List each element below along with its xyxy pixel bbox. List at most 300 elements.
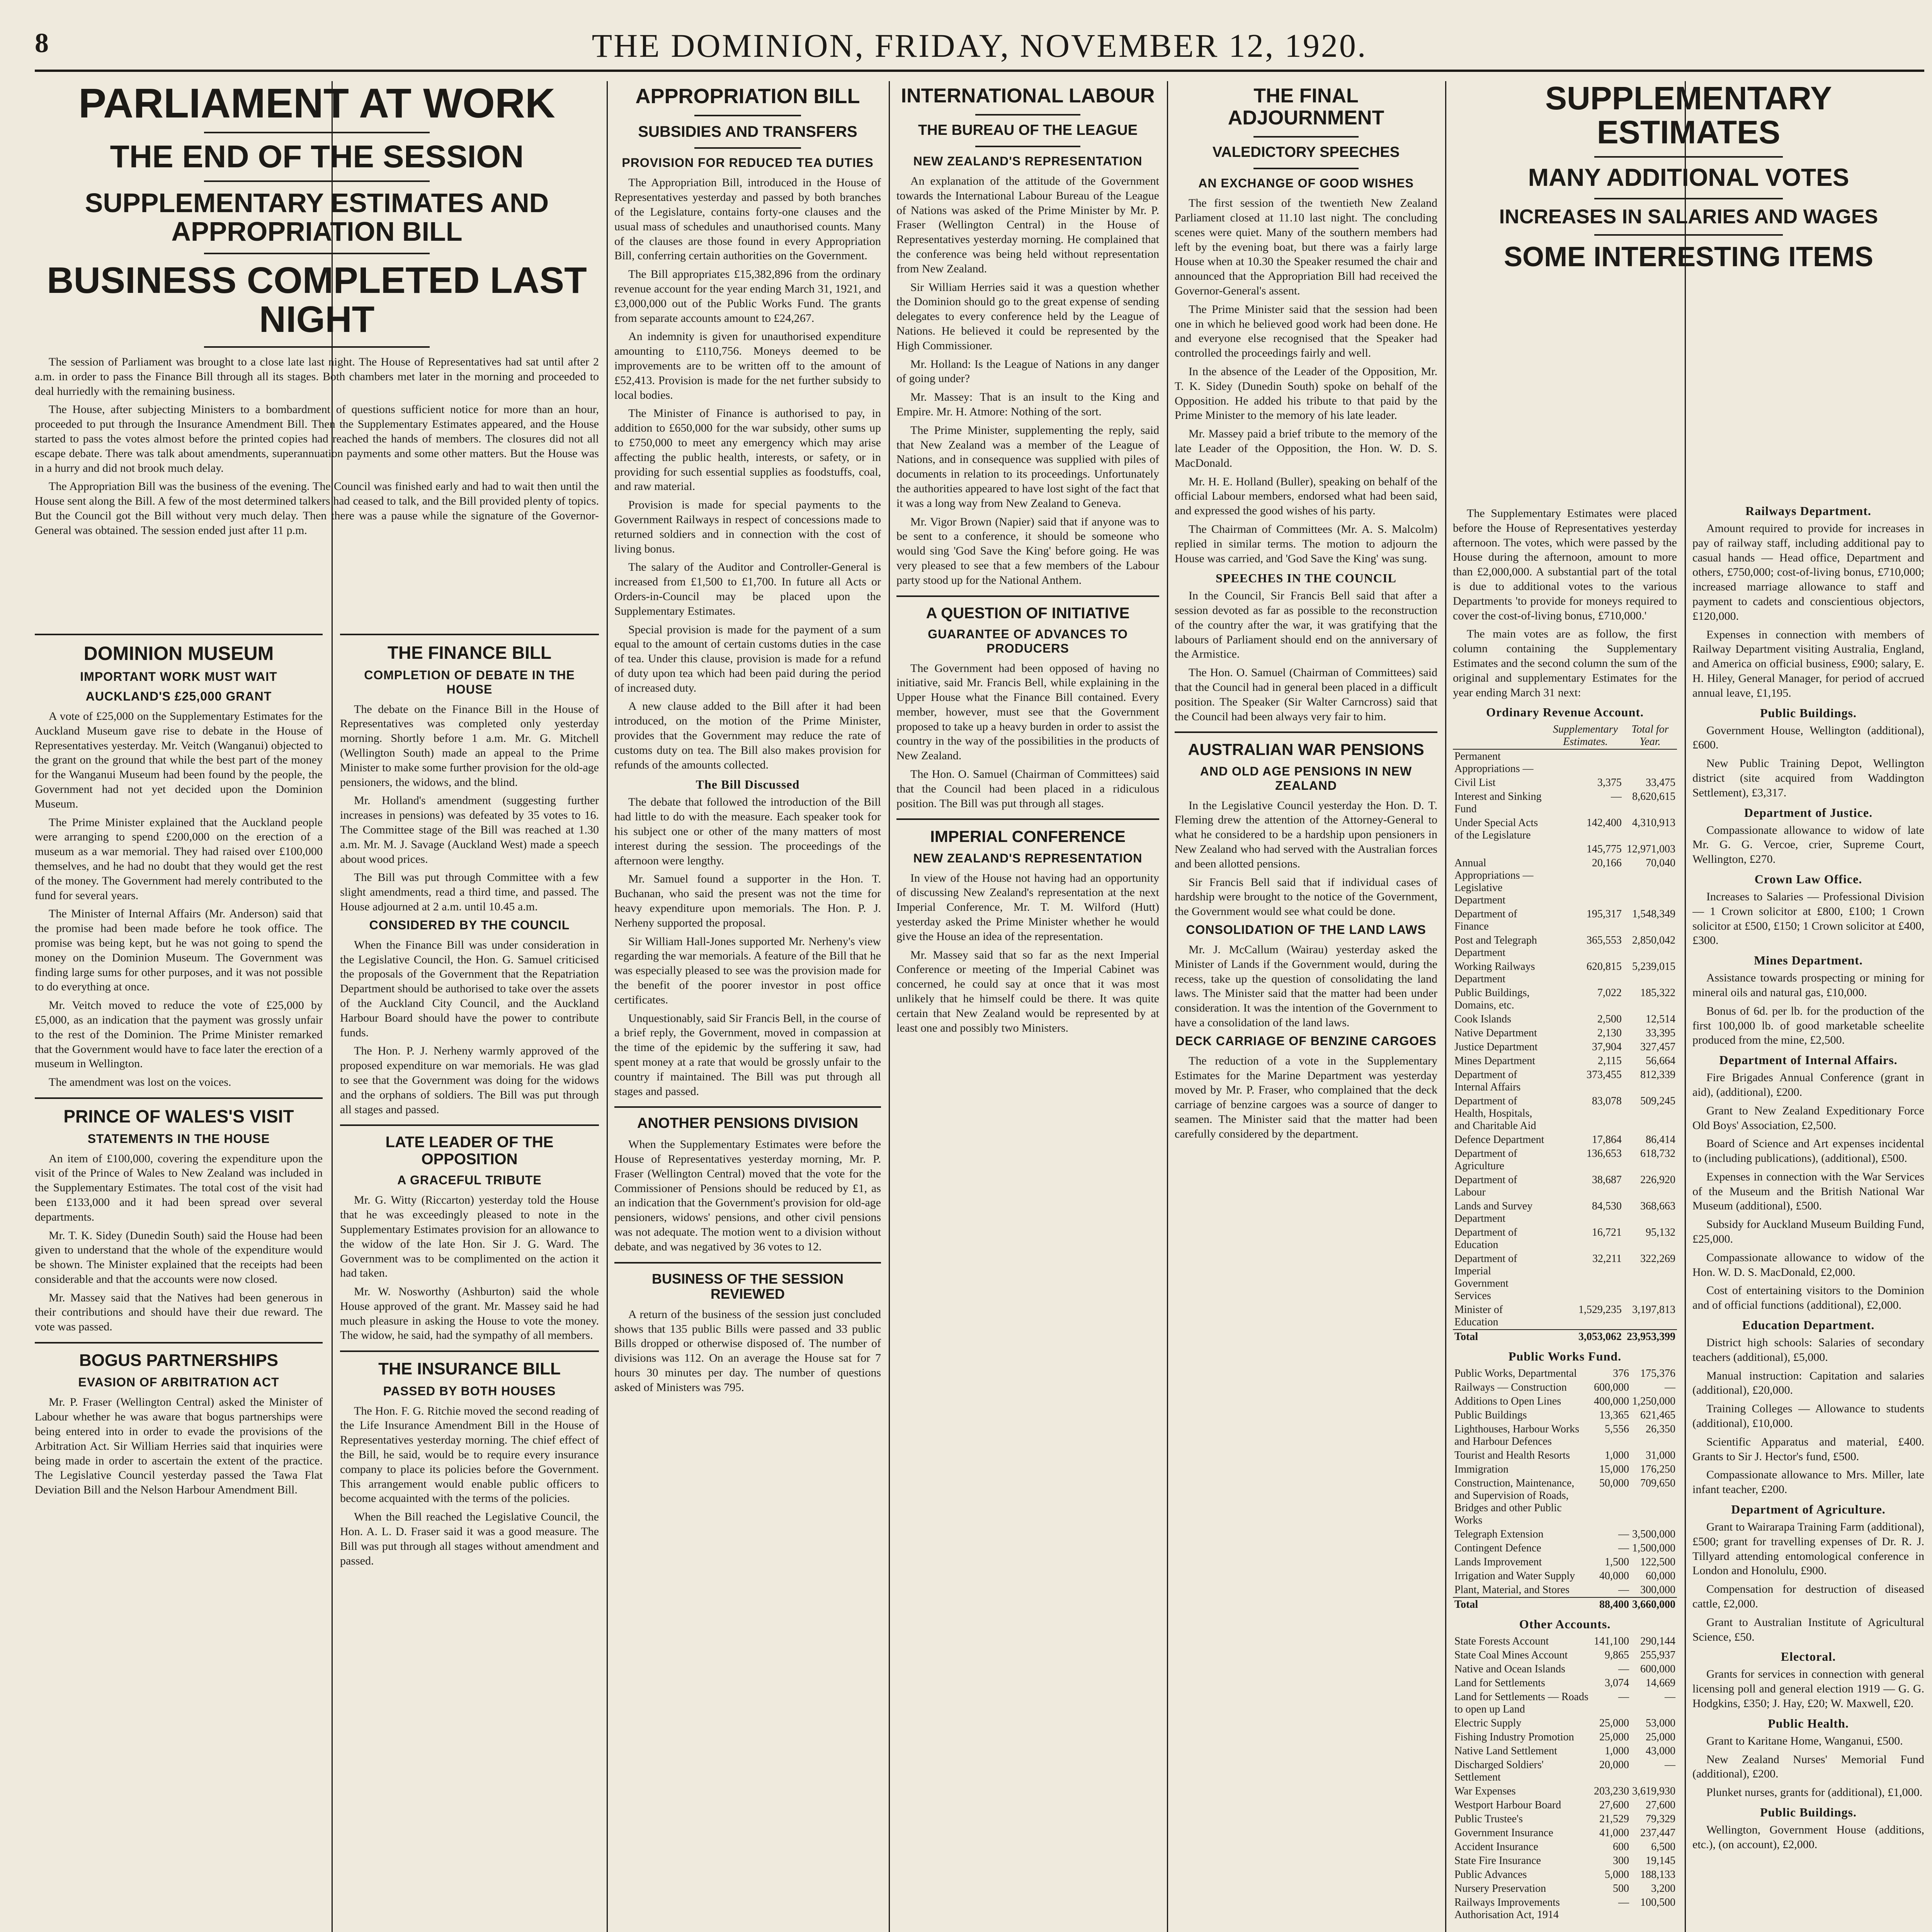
leader-subheading: A GRACEFUL TRIBUTE <box>397 1173 542 1187</box>
table-cell: 1,548,349 <box>1632 908 1675 920</box>
finance-paragraph: The Hon. P. J. Nerheny warmly approved of the proposed expenditure on war memorials. He was glad to see that the Government was doing for the widows and the orphans of soldiers. The Bill was put through all stages and passed. <box>340 1044 599 1116</box>
divider <box>35 1097 323 1099</box>
table-cell: 5,000 <box>1605 1869 1629 1881</box>
divider <box>614 1262 881 1264</box>
internal-affairs-paragraph: Board of Science and Art expenses incidental to (including publications), (additional), £500. <box>1692 1137 1924 1165</box>
table-cell: 255,937 <box>1640 1649 1675 1662</box>
table-cell: Department of Finance <box>1454 908 1517 933</box>
table-cell: 100,500 <box>1640 1896 1675 1909</box>
appropriation-paragraph: The debate that followed the introduction of the Bill had little to do with the measure. Each speaker took for his subject one or other of the many matters of most interest during the session. The proceedings of the afternoon were lengthy. <box>614 796 881 867</box>
table-cell: 2,500 <box>1597 1013 1622 1026</box>
museum-paragraph: The Minister of Internal Affairs (Mr. Anderson) said that the promise had been made before he took office. The promise was being kept, but he was not going to spend the money on the Dominion Museum. The Government was finding large sums for other purposes, and it was not possible to do everything at once. <box>35 907 323 993</box>
table-cell: 620,815 <box>1586 961 1622 973</box>
appropriation-paragraph: Special provision is made for the payment of a sum equal to the amount of certain customs duties in the case of tea. Under this clause, provision is made for a refund of duty upon tea which had been paid during the period of increased duty. <box>614 623 881 694</box>
table-row <box>1453 1868 1677 1882</box>
australian-paragraph: In the Legislative Council yesterday the Hon. D. T. Fleming drew the attention of the Attorney-General to what he considered to be a hardship upon pensioners in New Zealand who had served with the Australian forces and been allotted pensions. <box>1175 799 1437 870</box>
education-paragraph: District high schools: Salaries of secondary teachers (additional), £5,000. <box>1692 1336 1924 1364</box>
divider <box>340 1124 599 1126</box>
column-rule <box>1445 81 1446 1932</box>
table-cell: Public Buildings <box>1454 1409 1527 1422</box>
table-row <box>1453 1798 1677 1812</box>
wales-paragraph: Mr. Massey said that the Natives had been generous in their contributions and should have their due reward. The vote was passed. <box>35 1291 323 1333</box>
table-cell: Permanent Appropriations — <box>1454 750 1534 775</box>
table-cell: — <box>1618 1542 1629 1554</box>
leader-paragraph: Mr. W. Nosworthy (Ashburton) said the whole House approved of the grant. Mr. Massey said he had much pleasure in asking the House to vote the money. The widow, he said, had the sympathy of all members. <box>340 1285 599 1342</box>
column-2 <box>340 626 599 1932</box>
bogus-subheading: EVASION OF ARBITRATION ACT <box>78 1375 279 1389</box>
railways-heading: Railways Department. <box>1745 504 1871 518</box>
australian-subheading: AND OLD AGE PENSIONS IN NEW ZEALAND <box>1200 764 1412 793</box>
table-cell: Native Land Settlement <box>1454 1745 1557 1757</box>
divider <box>614 1106 881 1108</box>
table-cell: 2,130 <box>1597 1027 1622 1039</box>
table-cell: 25,000 <box>1599 1717 1629 1730</box>
supplementary-deck-1: MANY ADDITIONAL VOTES <box>1528 163 1849 192</box>
table-header-row <box>1453 723 1677 749</box>
appropriation-paragraph: Mr. Samuel found a supporter in the Hon. T. Buchanan, who said the present was not the time for heavy expenditure upon memorials. The Hon. P. J. Nerheny supported the proposal. <box>614 872 881 929</box>
finance-paragraph: When the Finance Bill was under consideration in the Legislative Council, the Hon. G. Samuel criticised the proposals of the Government that the Repatriation Department should be authorised to take over the assets of the Auckland City Council, and the Auckland Harbour Board should have the power to contribute funds. <box>340 938 599 1039</box>
table-row <box>1453 1555 1677 1569</box>
table-header-cell <box>1453 723 1548 749</box>
works-heading: Public Works Fund. <box>1508 1349 1622 1364</box>
table-header-cell: Total for Year. <box>1623 723 1677 749</box>
adjournment-paragraph: In the Council, Sir Francis Bell said that after a session devoted as far as possible to the reconstruction of the country after the war, it was gratifying that the labours of Parliament should end on the anniversary of the Armistice. <box>1175 589 1437 661</box>
divider <box>975 114 1080 116</box>
table-cell: Immigration <box>1454 1463 1509 1476</box>
table-cell: 38,687 <box>1592 1174 1622 1186</box>
table-row <box>1453 1840 1677 1854</box>
table-cell: 3,074 <box>1605 1677 1629 1689</box>
appropriation-subheading-2: PROVISION FOR REDUCED TEA DUTIES <box>622 156 874 170</box>
table-cell: 709,650 <box>1640 1477 1675 1490</box>
table-cell: Native Department <box>1454 1027 1537 1039</box>
appropriation-paragraph: The Appropriation Bill, introduced in the House of Representatives yesterday and passed by both branches of the Legislature, contains forty-one clauses and the usual mass of schedules and unauthorised counts. Many of the clauses are those found in every Appropriation Bill, conferring certain authorities on the Government. <box>614 176 881 262</box>
table-row <box>1453 986 1677 1012</box>
table-cell: Tourist and Health Resorts <box>1454 1449 1570 1462</box>
agriculture-paragraph: Grant to Australian Institute of Agricultural Science, £50. <box>1692 1616 1924 1643</box>
parliament-paragraph: The session of Parliament was brought to a close late last night. The House of Representatives had sat until after 2 a.m. in order to pass the Finance Bill through all its stages. Both chambers met later in the morning and proceeded to deal hurriedly with the remaining business. <box>35 355 599 398</box>
table-row <box>1453 1634 1677 1648</box>
benzine-heading: DECK CARRIAGE OF BENZINE CARGOES <box>1175 1034 1437 1048</box>
mines-paragraph: Assistance towards prospecting or mining for mineral oils and natural gas, £10,000. <box>1692 971 1924 999</box>
another-division-paragraph: When the Supplementary Estimates were before the House of Representatives yesterday morning, Mr. P. Fraser (Wellington Central) moved that the vote for the Commissioner of Pensions should be reduced by £1, as an indication that the Government's provision for old-age pensioners, widows' pensions, and other civil pensions was not adequate. The motion went to a division without debate, and was negatived by 36 votes to 12. <box>614 1138 881 1253</box>
agriculture-paragraph: Grant to Wairarapa Training Farm (additional), £500; grant for travelling expenses of Dr. R. J. Tillyard attending entomological conference in London and Honolulu, £900. <box>1692 1520 1924 1577</box>
electoral-paragraph: Grants for services in connection with general licensing poll and general election 1919 — G. G. Hodgkins, £350; J. Hay, £20; W. Maxwell, £20. <box>1692 1668 1924 1710</box>
railways-paragraph: Expenses in connection with members of Railway Department visiting Australia, England, and America on official business, £900; salary, E. H. Hiley, General Manager, for period of accrued annual leave, £1,195. <box>1692 628 1924 699</box>
table-cell: Westport Harbour Board <box>1454 1799 1561 1811</box>
wales-heading: PRINCE OF WALES'S VISIT <box>63 1106 294 1126</box>
public-buildings-paragraph: Government House, Wellington (additional), £600. <box>1692 724 1924 752</box>
appropriation-paragraph: Sir William Hall-Jones supported Mr. Nerheny's view regarding the war memorials. A feature of the Bill that he was especially pleased to see was the provision made for the benefit of the poorer investor in post office certificates. <box>614 935 881 1006</box>
parliament-headline: PARLIAMENT AT WORK <box>78 81 555 126</box>
table-cell: 50,000 <box>1599 1477 1629 1490</box>
table-cell: Cook Islands <box>1454 1013 1511 1026</box>
museum-paragraph: The Prime Minister explained that the Auckland people were arranging to spend £200,000 on the erection of a museum as a war memorial. They had raised over £100,000 themselves, and he had no doubt that they would get the rest of the money. The Government had merely contributed to the fund for several years. <box>35 816 323 902</box>
works-table-body <box>1453 1367 1677 1597</box>
education-paragraph: Compassionate allowance to Mrs. Miller, late infant teacher, £200. <box>1692 1468 1924 1496</box>
headline-spacer <box>1692 81 1924 498</box>
internal-affairs-paragraph: Cost of entertaining visitors to the Dominion and of official functions (additional), £2,000. <box>1692 1284 1924 1312</box>
table-row <box>1453 1854 1677 1868</box>
labour-paragraph: Mr. Massey: That is an insult to the King and Empire. Mr. H. Atmore: Nothing of the sort. <box>896 391 1159 418</box>
imperial-paragraph: Mr. Massey said that so far as the next Imperial Conference or meeting of the Imperial Cabinet was concerned, he could say at once that it was most unlikely that he himself could be there. It was quite certain that New Zealand would be represented by at least one and possibly two Ministers. <box>896 948 1159 1034</box>
column-6 <box>1453 506 1677 1932</box>
table-cell: Total <box>1453 1330 1548 1344</box>
table-cell: 19,145 <box>1646 1855 1675 1867</box>
table-cell: 195,317 <box>1586 908 1622 920</box>
parliament-paragraph: The Appropriation Bill was the business of the evening. The Council was finished early and had to wait then until the House sent along the Bill. A few of the most determined talkers had ceased to talk, and the Bill provided plenty of topics. But the Council got the Bill without very much delay. Then there was a pause while the signature of the Governor-General was obtained. The session ended just after 11 p.m. <box>35 480 599 537</box>
table-cell: — <box>1618 1663 1629 1675</box>
table-row <box>1453 1476 1677 1527</box>
adjournment-paragraph: In the absence of the Leader of the Opposition, Mr. T. K. Sidey (Dunedin South) spoke on behalf of the Opposition. He added his tribute to that paid by the Prime Minister to the memory of his late leader. <box>1175 365 1437 422</box>
agriculture-paragraph: Compensation for destruction of diseased cattle, £2,000. <box>1692 1583 1924 1611</box>
table-cell: Construction, Maintenance, and Supervision of Roads, Bridges and other Public Works <box>1454 1477 1575 1527</box>
table-cell: 4,310,913 <box>1632 817 1675 829</box>
table-cell: 618,732 <box>1640 1148 1675 1160</box>
table-cell: 188,133 <box>1640 1869 1675 1881</box>
table-cell: Public Trustee's <box>1454 1813 1523 1825</box>
divider <box>1253 136 1359 138</box>
final-adjournment-subheading: VALEDICTORY SPEECHES <box>1212 144 1400 161</box>
supplementary-paragraph: The Supplementary Estimates were placed before the House of Representatives yesterday afternoon. The votes, which were passed by the House during the afternoon, amount to more than £2,000,000. A substantial part of the total is due to additional votes to the various Departments 'to provide for moneys required to cover the cost-of-living bonus, £710,000.' <box>1453 507 1677 622</box>
divider <box>35 634 323 635</box>
insurance-paragraph: When the Bill reached the Legislative Council, the Hon. A. L. D. Fraser said it was a good measure. The Bill was put through all stages without amendment and passed. <box>340 1510 599 1567</box>
divider <box>694 115 801 116</box>
table-cell: 32,211 <box>1592 1253 1622 1265</box>
table-cell: Public Buildings, Domains, etc. <box>1454 987 1530 1012</box>
divider <box>204 346 430 348</box>
supplementary-deck-2: INCREASES IN SALARIES AND WAGES <box>1499 205 1878 228</box>
table-row <box>1453 1730 1677 1744</box>
table-cell: 176,250 <box>1640 1463 1675 1476</box>
ordinary-table <box>1453 723 1677 1344</box>
finance-paragraph: The Bill was put through Committee with a few slight amendments, read a third time, and passed. The House adjourned at 2 a.m. until 10.45 a.m. <box>340 871 599 913</box>
divider <box>204 132 430 133</box>
table-row <box>1453 960 1677 986</box>
table-row <box>1453 1040 1677 1054</box>
table-cell: 136,653 <box>1586 1148 1622 1160</box>
table-cell: 600 <box>1613 1841 1629 1853</box>
table-cell: Justice Department <box>1454 1041 1538 1053</box>
parliament-headline-block <box>35 81 599 542</box>
column-rule <box>889 81 890 1932</box>
table-row <box>1453 842 1677 856</box>
labour-paragraph: Mr. Holland: Is the League of Nations in any danger of going under? <box>896 357 1159 385</box>
column-5 <box>1175 81 1437 1932</box>
table-row <box>1453 1226 1677 1252</box>
table-row <box>1453 934 1677 960</box>
table-cell: 13,365 <box>1599 1409 1629 1422</box>
table-cell: 400,000 <box>1594 1395 1629 1408</box>
table-cell: Department of Education <box>1454 1226 1517 1251</box>
ordinary-heading: Ordinary Revenue Account. <box>1486 705 1644 719</box>
table-cell: Native and Ocean Islands <box>1454 1663 1565 1675</box>
labour-paragraph: Sir William Herries said it was a question whether the Dominion should go to the great expense of sending delegates to every conference held by the League of Nations. He believed it could be represented by the High Commissioner. <box>896 281 1159 352</box>
table-row <box>1453 1395 1677 1408</box>
crown-law-paragraph: Increases to Salaries — Professional Division — 1 Crown solicitor at £800, £100; 1 Crown solicitor at £500, £150; 1 Crown solicitor at £400, £300. <box>1692 890 1924 947</box>
table-cell: 237,447 <box>1640 1827 1675 1839</box>
insurance-subheading: PASSED BY BOTH HOUSES <box>383 1384 556 1398</box>
table-cell: 33,395 <box>1646 1027 1675 1039</box>
table-cell: 1,500,000 <box>1632 1542 1675 1554</box>
table-cell: 812,339 <box>1640 1069 1675 1081</box>
table-row <box>1453 1303 1677 1330</box>
table-cell: — <box>1618 1896 1629 1909</box>
table-cell: — <box>1618 1528 1629 1541</box>
table-row <box>1453 1812 1677 1826</box>
table-cell: 70,040 <box>1646 857 1675 869</box>
bogus-paragraph: Mr. P. Fraser (Wellington Central) asked the Minister of Labour whether he was aware that bogus partnerships were being entered into in order to evade the provisions of the Arbitration Act. Sir William Herries said that inquiries were being made in order to ascertain the extent of the practice. The Legislative Council yesterday passed the Tawa Flat Deviation Bill and the Nelson Harbour Amendment Bill. <box>35 1396 323 1497</box>
table-cell: 21,529 <box>1599 1813 1629 1825</box>
table-cell: Under Special Acts of the Legislature <box>1454 817 1538 842</box>
ordinary-table-body <box>1453 749 1677 1330</box>
table-cell: 15,000 <box>1599 1463 1629 1476</box>
table-cell: 43,000 <box>1646 1745 1675 1757</box>
adjournment-paragraph: The first session of the twentieth New Zealand Parliament closed at 11.10 last night. The concluding scenes were quiet. Many of the southern members had left by the evening boat, but there was a fairly large House when at 10.30 the Speaker resumed the chair and announced that the Appropriation Bill had received the Governor-General's assent. <box>1175 197 1437 297</box>
table-cell: Minister of Education <box>1454 1304 1503 1328</box>
wales-paragraph: Mr. T. K. Sidey (Dunedin South) said the House had been given to understand that the whole of the expenditure would be shown. The Minister explained that the receipts had been considerable and that the accounts were now closed. <box>35 1229 323 1286</box>
masthead-title: THE DOMINION, FRIDAY, NOVEMBER 12, 1920. <box>592 27 1367 64</box>
table-cell: 20,166 <box>1592 857 1622 869</box>
table-cell: 5,239,015 <box>1632 961 1675 973</box>
wales-subheading: STATEMENTS IN THE HOUSE <box>87 1131 270 1146</box>
table-cell: Government Insurance <box>1454 1827 1553 1839</box>
table-cell: 1,529,235 <box>1578 1304 1622 1316</box>
table-cell: Lands and Survey Department <box>1454 1200 1533 1225</box>
mines-heading: Mines Department. <box>1754 953 1863 968</box>
table-cell: Telegraph Extension <box>1454 1528 1544 1541</box>
table-cell: Working Railways Department <box>1454 961 1535 985</box>
table-cell: Discharged Soldiers' Settlement <box>1454 1759 1544 1784</box>
table-cell: 25,000 <box>1599 1731 1629 1743</box>
table-cell: 83,078 <box>1592 1095 1622 1107</box>
table-cell: Additions to Open Lines <box>1454 1395 1561 1408</box>
table-cell: Interest and Sinking Fund <box>1454 791 1542 815</box>
internal-affairs-paragraph: Expenses in connection with the War Services of the Museum and the British National War Museum (additional), £500. <box>1692 1170 1924 1213</box>
table-cell: 373,455 <box>1586 1069 1622 1081</box>
table-cell: 12,514 <box>1646 1013 1675 1026</box>
initiative-paragraph: The Hon. O. Samuel (Chairman of Committees) said that the Council had been placed in a ridiculous position. The Bill was put through all stages. <box>896 768 1159 810</box>
table-cell: War Expenses <box>1454 1785 1516 1798</box>
divider <box>204 253 430 254</box>
table-row <box>1453 1648 1677 1662</box>
table-cell: Land for Settlements — Roads to open up Land <box>1454 1691 1588 1716</box>
finance-council-heading: CONSIDERED BY THE COUNCIL <box>369 918 570 932</box>
divider <box>340 634 599 635</box>
internal-affairs-paragraph: Fire Brigades Annual Conference (grant in aid), (additional), £200. <box>1692 1071 1924 1099</box>
table-cell: 3,375 <box>1597 777 1622 789</box>
supplementary-headline: SUPPLEMENTARY ESTIMATES <box>1545 81 1832 151</box>
table-row <box>1453 1569 1677 1583</box>
table-cell: 8,620,615 <box>1632 791 1675 803</box>
internal-affairs-paragraph: Subsidy for Auckland Museum Building Fund, £25,000. <box>1692 1218 1924 1246</box>
table-cell: Department of Internal Affairs <box>1454 1069 1521 1094</box>
table-cell: 41,000 <box>1599 1827 1629 1839</box>
table-row <box>1453 1826 1677 1840</box>
table-cell: 20,000 <box>1599 1759 1629 1771</box>
table-total-row <box>1453 1330 1677 1344</box>
table-cell: Plant, Material, and Stores <box>1454 1584 1570 1596</box>
table-cell: Public Works, Departmental <box>1454 1367 1577 1380</box>
education-heading: Education Department. <box>1742 1318 1875 1332</box>
table-cell: Railways Improvements Authorisation Act, 1914 <box>1454 1896 1560 1921</box>
another-division-heading: ANOTHER PENSIONS DIVISION <box>637 1115 859 1132</box>
table-cell <box>1453 842 1548 856</box>
labour-subheading: THE BUREAU OF THE LEAGUE <box>918 122 1138 139</box>
table-cell: 25,000 <box>1646 1731 1675 1743</box>
table-cell: 226,920 <box>1640 1174 1675 1186</box>
column-7 <box>1692 81 1924 1932</box>
table-cell: 2,850,042 <box>1632 934 1675 947</box>
adjournment-paragraph: The Prime Minister said that the session had been one in which he believed good work had been done. He and everyone else recognised that the Speaker had controlled the proceedings fairly and well. <box>1175 303 1437 360</box>
education-paragraph: Manual instruction: Capitation and salaries (additional), £20,000. <box>1692 1369 1924 1397</box>
table-cell: — <box>1618 1584 1629 1596</box>
divider <box>1253 168 1359 169</box>
public-buildings-paragraph: New Public Training Depot, Wellington district (site acquired from Waddington Settlement), £3,317. <box>1692 757 1924 799</box>
finance-paragraph: The debate on the Finance Bill in the House of Representatives was completed only yesterday morning. Shortly before 1 a.m. Mr. G. Mitchell (Wellington South) made an appeal to the Prime Minister to make some further provision for the old-age pensioners, the widows, and the blind. <box>340 702 599 789</box>
table-cell: 203,230 <box>1594 1785 1629 1798</box>
table-cell: Accident Insurance <box>1454 1841 1538 1853</box>
table-cell: 600,000 <box>1640 1663 1675 1675</box>
wales-paragraph: An item of £100,000, covering the expenditure upon the visit of the Prince of Wales to New Zealand was included in the Supplementary Estimates. The total cost of the visit had been £133,000 and it had been spread over several departments. <box>35 1152 323 1223</box>
table-cell: 84,530 <box>1592 1200 1622 1213</box>
table-row <box>1453 1026 1677 1040</box>
public-buildings-heading: Public Buildings. <box>1760 706 1857 720</box>
divider <box>975 146 1080 147</box>
table-row <box>1453 1676 1677 1690</box>
page-number: 8 <box>35 27 49 58</box>
table-row <box>1453 856 1677 907</box>
table-row <box>1453 816 1677 842</box>
table-cell: 300,000 <box>1640 1584 1675 1596</box>
column-rule <box>607 81 608 1932</box>
table-cell: 327,457 <box>1640 1041 1675 1053</box>
public-health-heading: Public Health. <box>1768 1716 1849 1730</box>
table-row <box>1453 1583 1677 1597</box>
table-cell: 33,475 <box>1646 777 1675 789</box>
labour-paragraph: Mr. Vigor Brown (Napier) said that if anyone was to be sent to a conference, it should be someone who would sing 'God Save the King' before going. He was very pleased to see that a few members of the Labour party stood up for the National Anthem. <box>896 515 1159 587</box>
works-table <box>1453 1367 1677 1612</box>
table-row <box>1453 1199 1677 1226</box>
table-cell: Electric Supply <box>1454 1717 1522 1730</box>
table-cell: Post and Telegraph Department <box>1454 934 1537 959</box>
table-cell: 3,200 <box>1651 1883 1675 1895</box>
masthead <box>35 23 1924 72</box>
table-cell: — <box>1665 1691 1675 1703</box>
table-cell: Public Advances <box>1454 1869 1527 1881</box>
table-cell: 1,000 <box>1605 1449 1629 1462</box>
internal-affairs-heading: Department of Internal Affairs. <box>1719 1053 1898 1067</box>
table-cell: State Coal Mines Account <box>1454 1649 1568 1662</box>
justice-heading: Department of Justice. <box>1744 805 1873 820</box>
divider <box>35 1342 323 1344</box>
table-cell: 365,553 <box>1586 934 1622 947</box>
table-cell: 79,329 <box>1646 1813 1675 1825</box>
adjournment-paragraph: The Hon. O. Samuel (Chairman of Committees) said that the Council had in general been placed in a difficult position. The Speaker (Sir Walter Carncross) said that the Council had been always very fair to him. <box>1175 666 1437 723</box>
table-row <box>1453 1716 1677 1730</box>
table-cell <box>1548 749 1623 776</box>
table-cell: 509,245 <box>1640 1095 1675 1107</box>
table-cell: Lighthouses, Harbour Works and Harbour Defences <box>1454 1423 1580 1448</box>
insurance-paragraph: The Hon. F. G. Ritchie moved the second reading of the Life Insurance Amendment Bill in the House of Representatives yesterday morning. The chief effect of the Bill, he said, would be to require every insurance company to place its policies before the Government. This arrangement would enable public officers to become acquainted with the terms of the policies. <box>340 1404 599 1505</box>
table-cell: 322,269 <box>1640 1253 1675 1265</box>
table-cell: 3,500,000 <box>1632 1528 1675 1541</box>
table-cell: 175,376 <box>1640 1367 1675 1380</box>
table-cell: Annual Appropriations — Legislative Department <box>1454 857 1534 906</box>
divider <box>896 818 1159 820</box>
table-cell: 7,022 <box>1597 987 1622 999</box>
table-cell: Total <box>1453 1597 1592 1612</box>
supplementary-deck-3: SOME INTERESTING ITEMS <box>1503 242 1874 273</box>
table-cell: 500 <box>1613 1883 1629 1895</box>
initiative-paragraph: The Government had been opposed of having no initiative, said Mr. Francis Bell, while explaining in the Upper House what the Finance Bill contained. Every member, however, must see that the Government proposed to take up a heavy burden in order to assist the country in the way of the possibilities in the products of New Zealand. <box>896 662 1159 762</box>
column-4 <box>896 81 1159 1932</box>
table-cell: 185,322 <box>1640 987 1675 999</box>
parliament-deck-3: BUSINESS COMPLETED LAST NIGHT <box>47 260 587 340</box>
appropriation-paragraph: The Bill appropriates £15,382,896 from the ordinary revenue account for the year ending March 31, 1921, and £3,000,000 out of the Public Works Fund. The grants from separate accounts amount to £24,267. <box>614 268 881 325</box>
other-accounts-table <box>1453 1634 1677 1922</box>
museum-heading: DOMINION MUSEUM <box>83 643 274 664</box>
table-row <box>1453 1744 1677 1758</box>
leader-paragraph: Mr. G. Witty (Riccarton) yesterday told the House that he was exceedingly pleased to note in the Supplementary Estimates provision for an allowance to the widow of the late Hon. Sir J. G. Ward. The Government was to be complimented on the action it had taken. <box>340 1194 599 1280</box>
table-cell: 621,465 <box>1640 1409 1675 1422</box>
table-cell: 95,132 <box>1646 1226 1675 1239</box>
table-row <box>1453 1252 1677 1303</box>
public-health-paragraph: Plunket nurses, grants for (additional), £1,000. <box>1706 1786 1923 1799</box>
table-cell: Lands Improvement <box>1454 1556 1542 1568</box>
table-cell: 9,865 <box>1605 1649 1629 1662</box>
imperial-paragraph: In view of the House not having had an opportunity of discussing New Zealand's representation at the next Imperial Conference, Mr. T. M. Wilford (Hutt) yesterday asked the Prime Minister whether he would give the House an idea of the representation. <box>896 871 1159 943</box>
table-row <box>1453 1173 1677 1199</box>
divider <box>896 595 1159 597</box>
table-cell: 60,000 <box>1646 1570 1675 1582</box>
table-row <box>1453 1367 1677 1381</box>
table-row <box>1453 1408 1677 1422</box>
table-cell: 290,144 <box>1640 1635 1675 1648</box>
benzine-paragraph: The reduction of a vote in the Supplementary Estimates for the Marine Department was yesterday moved by Mr. P. Fraser, who complained that the deck carriage of benzine cargoes was a source of danger to seamen. The Minister said that the matter had been carefully considered by the department. <box>1175 1054 1437 1140</box>
table-row <box>1453 1147 1677 1173</box>
table-cell: 86,414 <box>1646 1134 1675 1146</box>
public-buildings-2-paragraph: Wellington, Government House (additions, etc.), (on account), £2,000. <box>1692 1823 1924 1851</box>
table-cell: 300 <box>1613 1855 1629 1867</box>
table-cell: 3,197,813 <box>1632 1304 1675 1316</box>
table-row <box>1453 1662 1677 1676</box>
table-row <box>1453 1449 1677 1463</box>
finance-heading: THE FINANCE BILL <box>387 643 552 663</box>
table-row <box>1453 1068 1677 1094</box>
table-cell: State Forests Account <box>1454 1635 1549 1648</box>
table-row <box>1453 1094 1677 1133</box>
table-cell: 368,663 <box>1640 1200 1675 1213</box>
table-cell: 27,600 <box>1599 1799 1629 1811</box>
finance-paragraph: Mr. Holland's amendment (suggesting further increases in pensions) was defeated by 35 votes to 16. The Committee stage of the Bill was reached at 1.30 a.m. Mr. M. J. Savage (Auckland West) made a speech about wood prices. <box>340 794 599 866</box>
table-cell: 376 <box>1613 1367 1629 1380</box>
table-cell: 3,053,062 <box>1548 1330 1623 1344</box>
table-cell <box>1623 749 1677 776</box>
table-cell: — <box>1618 1691 1629 1703</box>
column-3 <box>614 81 881 1932</box>
internal-affairs-paragraph: Compassionate allowance to widow of the Hon. W. D. S. MacDonald, £2,000. <box>1692 1251 1924 1279</box>
table-cell: Railways — Construction <box>1454 1381 1567 1394</box>
table-cell: 23,953,399 <box>1623 1330 1677 1344</box>
table-cell: 26,350 <box>1646 1423 1675 1435</box>
adjournment-paragraph: Mr. Massey paid a brief tribute to the memory of the late Leader of the Opposition, the Hon. W. D. S. MacDonald. <box>1175 427 1437 469</box>
table-cell: 16,721 <box>1592 1226 1622 1239</box>
other-accounts-heading: Other Accounts. <box>1519 1617 1611 1631</box>
table-cell: 27,600 <box>1646 1799 1675 1811</box>
table-row <box>1453 1527 1677 1541</box>
table-cell: 1,500 <box>1605 1556 1629 1568</box>
